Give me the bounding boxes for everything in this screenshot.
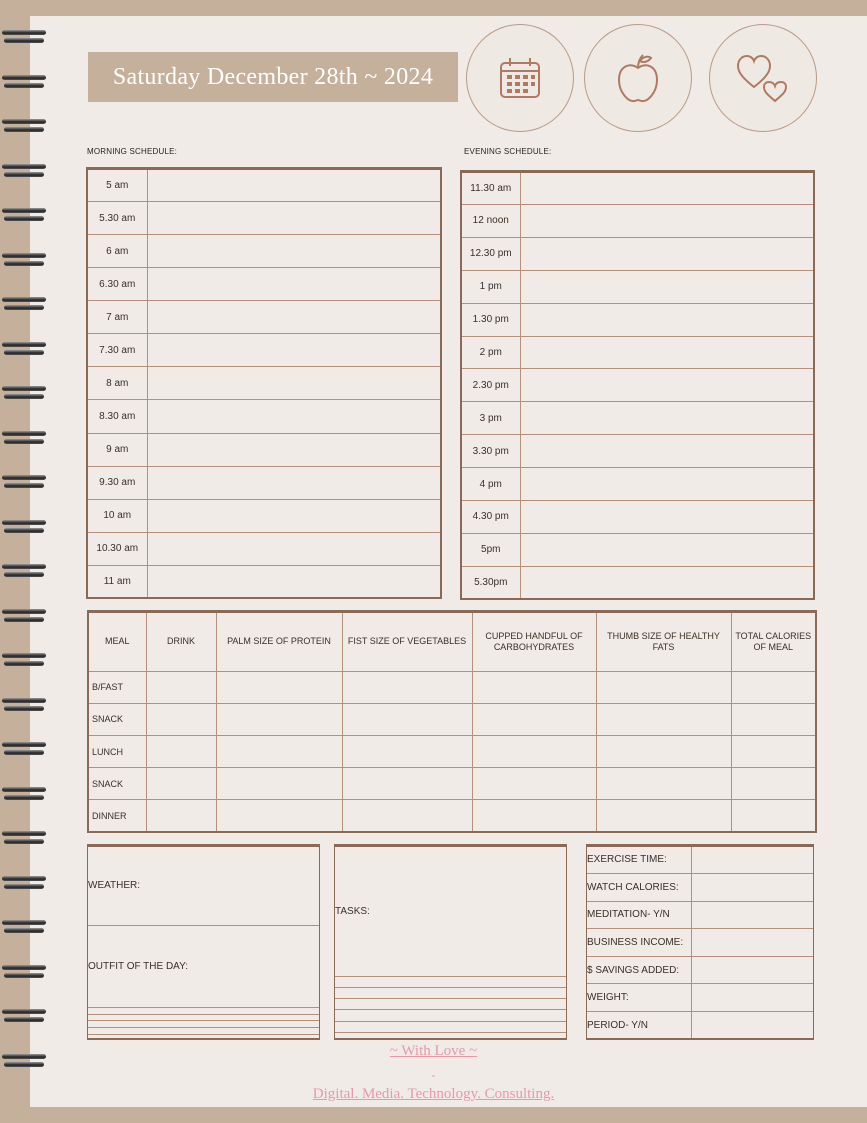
binding-ring	[2, 520, 46, 534]
schedule-entry[interactable]	[147, 235, 440, 268]
binding-ring	[2, 1009, 46, 1023]
schedule-entry[interactable]	[147, 367, 440, 400]
time-label: 11 am	[88, 565, 147, 597]
meal-cell[interactable]	[146, 800, 216, 831]
meal-column-header: CUPPED HANDFUL OF CARBOHYDRATES	[472, 613, 596, 671]
schedule-entry[interactable]	[520, 336, 813, 369]
box-row[interactable]	[335, 976, 566, 987]
calendar-circle[interactable]	[466, 24, 574, 132]
schedule-row	[88, 466, 440, 499]
binding-ring	[2, 787, 46, 801]
schedule-entry[interactable]	[520, 237, 813, 270]
binding-ring	[2, 965, 46, 979]
apple-circle[interactable]	[584, 24, 692, 132]
box-row-value[interactable]	[691, 984, 813, 1012]
meal-cell[interactable]	[146, 735, 216, 767]
calendar-icon	[496, 54, 544, 102]
box-row[interactable]	[335, 847, 566, 976]
box-row[interactable]	[88, 1035, 319, 1038]
binding-ring	[2, 876, 46, 890]
meal-cell[interactable]	[146, 703, 216, 735]
box-row-value[interactable]	[691, 873, 813, 901]
meal-row-label: SNACK	[89, 703, 146, 735]
time-label: 10 am	[88, 499, 147, 532]
binding-ring	[2, 208, 46, 222]
evening-schedule	[460, 170, 815, 600]
schedule-entry[interactable]	[147, 466, 440, 499]
schedule-entry[interactable]	[520, 435, 813, 468]
time-label: 4 pm	[462, 468, 520, 501]
binding-ring	[2, 342, 46, 356]
time-label: 1 pm	[462, 270, 520, 303]
schedule-entry[interactable]	[147, 400, 440, 433]
schedule-row	[462, 435, 813, 468]
meal-cell[interactable]	[342, 671, 472, 703]
box-row-label	[88, 1035, 319, 1038]
binding-ring	[2, 30, 46, 44]
box-row-label	[335, 1021, 566, 1032]
meal-cell[interactable]	[342, 800, 472, 831]
binding-ring	[2, 609, 46, 623]
box-row-value[interactable]	[691, 1012, 813, 1039]
schedule-entry[interactable]	[520, 369, 813, 402]
schedule-row	[462, 237, 813, 270]
meal-column-header: PALM SIZE OF PROTEIN	[216, 613, 342, 671]
schedule-row	[462, 369, 813, 402]
time-label: 4.30 pm	[462, 501, 520, 534]
box-row-label	[335, 1010, 566, 1021]
binding-ring	[2, 653, 46, 667]
time-label: 9.30 am	[88, 466, 147, 499]
schedule-row	[88, 565, 440, 597]
meal-cell[interactable]	[216, 768, 342, 800]
schedule-row	[88, 367, 440, 400]
meal-cell[interactable]	[216, 671, 342, 703]
box-row[interactable]	[587, 1012, 813, 1039]
schedule-entry[interactable]	[147, 433, 440, 466]
box-row-label: PERIOD- Y/N	[587, 1012, 691, 1039]
schedule-entry[interactable]	[147, 301, 440, 334]
meal-cell[interactable]	[731, 703, 815, 735]
box-row-label	[335, 999, 566, 1010]
box-row-label	[88, 1021, 319, 1028]
meal-row	[89, 671, 815, 703]
meal-cell[interactable]	[146, 768, 216, 800]
meal-cell[interactable]	[342, 703, 472, 735]
box-row-label	[335, 987, 566, 998]
box-row-value[interactable]	[691, 956, 813, 984]
time-label: 8.30 am	[88, 400, 147, 433]
schedule-entry[interactable]	[520, 402, 813, 435]
meal-cell[interactable]	[596, 800, 731, 831]
box-row[interactable]	[88, 847, 319, 925]
time-label: 3 pm	[462, 402, 520, 435]
box-row-label	[88, 1014, 319, 1021]
schedule-row	[462, 173, 813, 205]
schedule-entry[interactable]	[147, 170, 440, 202]
meal-cell[interactable]	[146, 671, 216, 703]
meal-column-header: MEAL	[89, 613, 146, 671]
box-row[interactable]	[88, 1014, 319, 1021]
time-label: 2.30 pm	[462, 369, 520, 402]
schedule-row	[88, 202, 440, 235]
date-title: Saturday December 28th ~ 2024	[112, 63, 434, 90]
meal-row-label: SNACK	[89, 768, 146, 800]
schedule-entry[interactable]	[520, 566, 813, 598]
meal-cell[interactable]	[596, 768, 731, 800]
binding-ring	[2, 297, 46, 311]
schedule-entry[interactable]	[147, 499, 440, 532]
meal-cell[interactable]	[216, 735, 342, 767]
binding-ring	[2, 920, 46, 934]
meal-row	[89, 703, 815, 735]
schedule-entry[interactable]	[520, 173, 813, 205]
meal-cell[interactable]	[472, 735, 596, 767]
meal-row-label: LUNCH	[89, 735, 146, 767]
time-label: 10.30 am	[88, 532, 147, 565]
schedule-entry[interactable]	[520, 533, 813, 566]
meal-cell[interactable]	[216, 703, 342, 735]
meal-cell[interactable]	[731, 800, 815, 831]
time-label: 7 am	[88, 301, 147, 334]
binding-ring	[2, 475, 46, 489]
with-love-link[interactable]: ~ With Love ~	[389, 1043, 478, 1059]
box-row-label: WEIGHT:	[587, 984, 691, 1012]
schedule-entry[interactable]	[520, 501, 813, 534]
box-row[interactable]	[88, 1028, 319, 1035]
schedule-row	[88, 499, 440, 532]
time-label: 6.30 am	[88, 268, 147, 301]
box-row-label: MEDITATION- Y/N	[587, 901, 691, 929]
binding-ring	[2, 253, 46, 267]
meal-cell[interactable]	[342, 768, 472, 800]
binding-ring	[2, 831, 46, 845]
time-label: 7.30 am	[88, 334, 147, 367]
tagline-link[interactable]: Digital. Media. Technology. Consulting.	[312, 1086, 555, 1102]
tracker-box	[586, 844, 814, 1040]
binding-ring	[2, 386, 46, 400]
time-label: 6 am	[88, 235, 147, 268]
schedule-entry[interactable]	[147, 532, 440, 565]
meal-row	[89, 768, 815, 800]
meal-cell[interactable]	[731, 768, 815, 800]
binding-ring	[2, 75, 46, 89]
morning-schedule	[86, 167, 442, 599]
schedule-row	[88, 433, 440, 466]
box-row[interactable]	[587, 901, 813, 929]
hearts-circle[interactable]	[709, 24, 817, 132]
meal-cell[interactable]	[472, 703, 596, 735]
box-row-label: $ SAVINGS ADDED:	[587, 956, 691, 984]
morning-schedule-label: MORNING SCHEDULE:	[87, 147, 178, 156]
schedule-row	[462, 270, 813, 303]
schedule-entry[interactable]	[147, 334, 440, 367]
meal-cell[interactable]	[596, 703, 731, 735]
schedule-row	[88, 400, 440, 433]
meal-row	[89, 735, 815, 767]
spiral-binding	[0, 0, 50, 1123]
meal-column-header: DRINK	[146, 613, 216, 671]
schedule-row	[462, 205, 813, 238]
box-row[interactable]	[88, 925, 319, 1007]
meal-cell[interactable]	[472, 800, 596, 831]
box-row-value[interactable]	[691, 929, 813, 957]
box-row[interactable]	[587, 929, 813, 957]
box-row-value[interactable]	[691, 847, 813, 873]
binding-ring	[2, 164, 46, 178]
meal-row-label: DINNER	[89, 800, 146, 831]
schedule-row	[88, 532, 440, 565]
box-row[interactable]	[335, 987, 566, 998]
schedule-row	[462, 566, 813, 598]
meal-cell[interactable]	[731, 735, 815, 767]
schedule-row	[88, 268, 440, 301]
meal-row-label: B/FAST	[89, 671, 146, 703]
time-label: 5.30pm	[462, 566, 520, 598]
time-label: 5pm	[462, 533, 520, 566]
meal-tracker	[87, 610, 817, 833]
schedule-row	[462, 303, 813, 336]
meal-column-header: TOTAL CALORIES OF MEAL	[731, 613, 815, 671]
schedule-row	[462, 533, 813, 566]
evening-schedule-label: EVENING SCHEDULE:	[464, 147, 552, 156]
footer-dash: -	[431, 1068, 436, 1082]
box-row[interactable]	[335, 1021, 566, 1032]
box-row[interactable]	[88, 1021, 319, 1028]
meal-row	[89, 800, 815, 831]
box-row-label	[335, 976, 566, 987]
meal-cell[interactable]	[731, 671, 815, 703]
schedule-row	[88, 235, 440, 268]
time-label: 2 pm	[462, 336, 520, 369]
schedule-row	[462, 402, 813, 435]
schedule-entry[interactable]	[520, 303, 813, 336]
meal-cell[interactable]	[216, 800, 342, 831]
schedule-row	[462, 501, 813, 534]
schedule-row	[88, 334, 440, 367]
box-row-label: WEATHER:	[88, 847, 319, 925]
schedule-entry[interactable]	[520, 270, 813, 303]
apple-icon	[615, 52, 661, 104]
box-row[interactable]	[88, 1007, 319, 1014]
box-row-label	[88, 1007, 319, 1014]
schedule-row	[462, 468, 813, 501]
time-label: 5.30 am	[88, 202, 147, 235]
schedule-entry[interactable]	[520, 468, 813, 501]
box-row[interactable]	[587, 956, 813, 984]
binding-ring	[2, 431, 46, 445]
meal-cell[interactable]	[596, 735, 731, 767]
time-label: 12.30 pm	[462, 237, 520, 270]
box-row[interactable]	[335, 1032, 566, 1038]
date-header	[88, 52, 458, 102]
box-row[interactable]	[587, 847, 813, 873]
box-row-label	[88, 1028, 319, 1035]
box-row-label: OUTFIT OF THE DAY:	[88, 925, 319, 1007]
meal-cell[interactable]	[472, 671, 596, 703]
time-label: 3.30 pm	[462, 435, 520, 468]
meal-cell[interactable]	[342, 735, 472, 767]
time-label: 5 am	[88, 170, 147, 202]
time-label: 1.30 pm	[462, 303, 520, 336]
schedule-row	[88, 170, 440, 202]
box-row[interactable]	[335, 1010, 566, 1021]
schedule-entry[interactable]	[520, 205, 813, 238]
binding-ring	[2, 119, 46, 133]
time-label: 12 noon	[462, 205, 520, 238]
box-row-label: TASKS:	[335, 847, 566, 976]
hearts-icon	[736, 53, 790, 103]
meal-cell[interactable]	[596, 671, 731, 703]
weather-outfit-box	[87, 844, 320, 1040]
box-row-label: EXERCISE TIME:	[587, 847, 691, 873]
box-row-value[interactable]	[691, 901, 813, 929]
meal-cell[interactable]	[472, 768, 596, 800]
box-row-label: WATCH CALORIES:	[587, 873, 691, 901]
time-label: 9 am	[88, 433, 147, 466]
schedule-entry[interactable]	[147, 202, 440, 235]
binding-ring	[2, 698, 46, 712]
time-label: 8 am	[88, 367, 147, 400]
binding-ring	[2, 742, 46, 756]
box-row-label: BUSINESS INCOME:	[587, 929, 691, 957]
box-row[interactable]	[335, 999, 566, 1010]
time-label: 11.30 am	[462, 173, 520, 205]
meal-column-header: THUMB SIZE OF HEALTHY FATS	[596, 613, 731, 671]
box-row[interactable]	[587, 984, 813, 1012]
schedule-entry[interactable]	[147, 565, 440, 597]
schedule-entry[interactable]	[147, 268, 440, 301]
tasks-box	[334, 844, 567, 1040]
box-row-label	[335, 1032, 566, 1038]
binding-ring	[2, 564, 46, 578]
schedule-row	[88, 301, 440, 334]
meal-column-header: FIST SIZE OF VEGETABLES	[342, 613, 472, 671]
box-row[interactable]	[587, 873, 813, 901]
schedule-row	[462, 336, 813, 369]
